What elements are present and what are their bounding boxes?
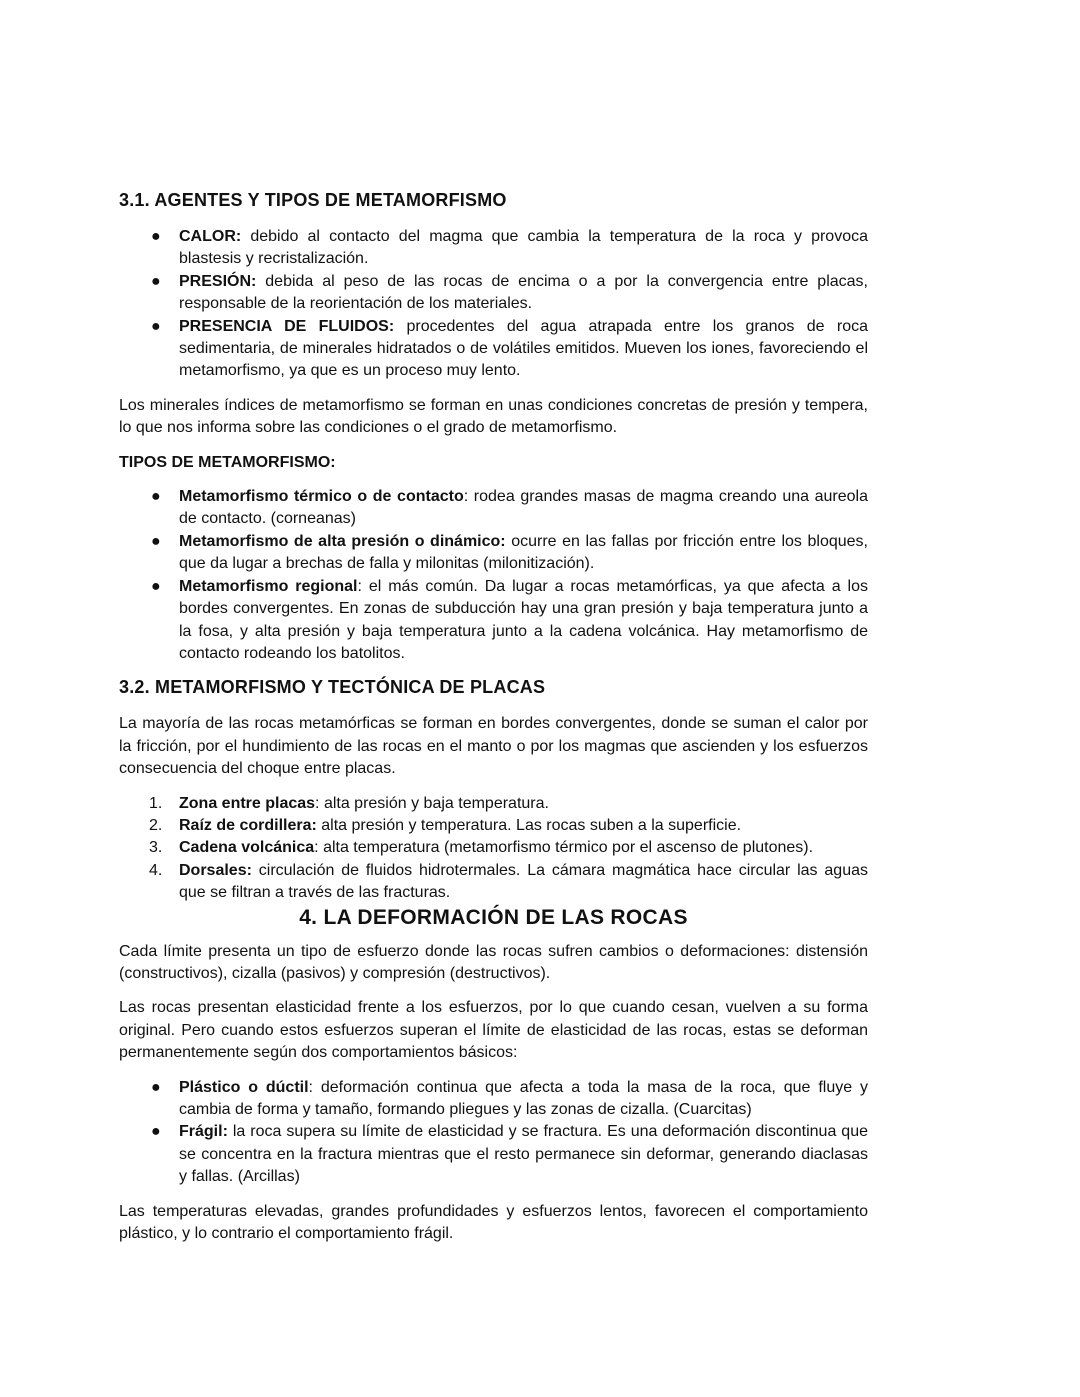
- types-list: [119, 486, 868, 665]
- section-4-title: 4. LA DEFORMACIÓN DE LAS ROCAS: [299, 905, 688, 929]
- agents-list: [119, 226, 868, 383]
- bullet-icon: ●: [151, 1078, 161, 1096]
- list-item: 3. Cadena volcánica: alta temperatura (metamorfismo térmico por el ascenso de plutones).: [149, 839, 814, 857]
- document-page: [119, 188, 868, 1257]
- list-item: ● PRESIÓN: debida al peso de las rocas de encima o a por la convergencia entre placas, responsable de la reorientación de los materiales.: [151, 272, 868, 313]
- limits-paragraph: Cada límite presenta un tipo de esfuerzo donde las rocas sufren cambios o deformaciones: distensión (constructivos), cizalla (pasivos) y compresión (destructivos).: [119, 942, 868, 982]
- bullet-icon: ●: [151, 317, 161, 335]
- list-item: ● Metamorfismo de alta presión o dinámico: ocurre en las fallas por fricción entre los bloques, que da lugar a brechas de falla y milonitas (milonitización).: [151, 532, 868, 573]
- list-item: ● Metamorfismo regional: el más común. Da lugar a rocas metamórficas, ya que afecta a los bordes convergentes. En zonas de subducción hay una gran presión y baja temperatura junto a la fosa, y alta presión y baja temperatura junto a la cadena volcánica. Hay metamorfismo de contacto rodeando los batolitos.: [151, 577, 869, 662]
- list-item: ● Plástico o dúctil: deformación continua que afecta a toda la masa de la roca, que fluye y cambia de forma y tamaño, formando pliegues y las zonas de cizalla. (Cuarcitas): [151, 1078, 868, 1118]
- elasticity-paragraph: Las rocas presentan elasticidad frente a los esfuerzos, por lo que cuando cesan, vuelven a su forma original. Pero cuando estos esfuerzos superan el límite de elasticidad de las rocas, estas se deforman permanentemente según dos comportamientos básicos:: [119, 999, 868, 1062]
- bullet-icon: ●: [151, 577, 161, 595]
- list-item: 1. Zona entre placas: alta presión y baja temperatura.: [149, 794, 549, 812]
- zones-list: [119, 793, 868, 905]
- list-item: 2. Raíz de cordillera: alta presión y temperatura. Las rocas suben a la superficie.: [149, 816, 742, 834]
- bullet-icon: ●: [151, 532, 161, 550]
- list-item: ● Metamorfismo térmico o de contacto: rodea grandes masas de magma creando una aureola de contacto. (corneanas): [151, 488, 869, 528]
- list-item: 4. Dorsales: circulación de fluidos hidrotermales. La cámara magmática hace circular las aguas que se filtran a través de las fracturas.: [149, 861, 868, 902]
- bullet-icon: ●: [151, 228, 161, 245]
- tectonics-paragraph: La mayoría de las rocas metamórficas se forman en bordes convergentes, donde se suman el calor por la fricción, por el hundimiento de las rocas en el manto o por los magmas que ascienden y los esfuerzos consecuencia del choque entre placas.: [119, 715, 868, 778]
- bullet-icon: ●: [151, 1123, 161, 1141]
- list-item: ● Frágil: la roca supera su límite de elasticidad y se fractura. Es una deformación discontinua que se concentra en la fractura mientras que el resto permanece sin deformar, generando diaclasas y fallas. (Arcillas): [151, 1123, 868, 1186]
- conclusion-paragraph: Las temperaturas elevadas, grandes profundidades y esfuerzos lentos, favorecen el comportamiento plástico, y lo contrario el comportamiento frágil.: [119, 1202, 868, 1243]
- list-item: ● PRESENCIA DE FLUIDOS: procedentes del agua atrapada entre los granos de roca sedimentaria, de minerales hidratados o de volátiles emitidos. Mueven los iones, favoreciendo el metamorfismo, ya que es un proceso muy lento.: [151, 317, 868, 380]
- types-heading: TIPOS DE METAMORFISMO:: [119, 453, 336, 471]
- bullet-icon: ●: [151, 488, 161, 506]
- section-3-2-title: 3.2. METAMORFISMO Y TECTÓNICA DE PLACAS: [119, 677, 546, 698]
- list-item: ● CALOR: debido al contacto del magma que cambia la temperatura de la roca y provoca blastesis y recristalización.: [151, 228, 868, 268]
- bullet-icon: ●: [151, 272, 161, 290]
- behaviors-list: [119, 1077, 868, 1189]
- minerals-paragraph: Los minerales índices de metamorfismo se forman en unas condiciones concretas de presión y tempera, lo que nos informa sobre las condiciones o el grado de metamorfismo.: [119, 396, 868, 437]
- section-3-1-title: 3.1. AGENTES Y TIPOS DE METAMORFISMO: [119, 190, 507, 210]
